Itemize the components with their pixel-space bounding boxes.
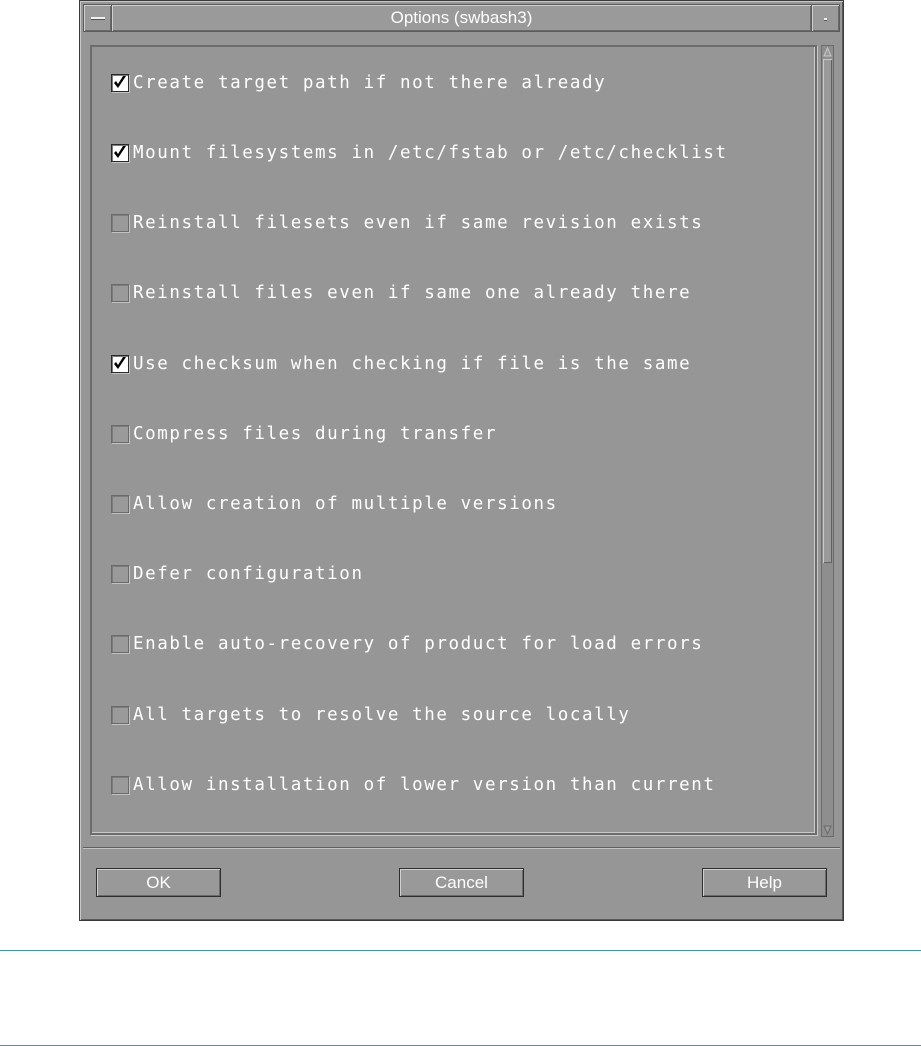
option-row[interactable]	[111, 633, 703, 655]
ok-button[interactable]: OK	[96, 868, 221, 897]
option-label: Allow installation of lower version than current	[133, 775, 716, 795]
window-title: Options (swbash3)	[112, 5, 811, 31]
option-label: Reinstall files even if same one already there	[133, 283, 692, 303]
option-checkbox[interactable]	[111, 565, 129, 583]
option-row[interactable]	[111, 353, 691, 375]
option-checkbox[interactable]	[111, 284, 129, 302]
option-row[interactable]	[111, 704, 631, 726]
option-checkbox[interactable]	[111, 214, 129, 232]
option-checkbox[interactable]	[111, 425, 129, 443]
option-row[interactable]	[111, 493, 558, 515]
option-label: Defer configuration	[133, 564, 364, 584]
option-row[interactable]	[111, 142, 728, 164]
option-row[interactable]	[111, 423, 497, 445]
options-dialog	[79, 0, 844, 921]
option-checkbox[interactable]	[111, 495, 129, 513]
option-label: Use checksum when checking if file is the same	[133, 354, 692, 374]
option-label: Create target path if not there already	[133, 73, 607, 93]
button-separator	[83, 847, 840, 849]
option-label: Mount filesystems in /etc/fstab or /etc/checklist	[133, 143, 728, 163]
scroll-up-arrow-icon[interactable]	[823, 47, 832, 57]
scroll-thumb[interactable]	[823, 59, 832, 563]
option-checkbox[interactable]	[111, 706, 129, 724]
option-row[interactable]	[111, 774, 716, 796]
cancel-button[interactable]: Cancel	[399, 868, 524, 897]
window-menu-icon	[91, 17, 105, 20]
option-label: Reinstall filesets even if same revision exists	[133, 213, 704, 233]
option-label: Compress files during transfer	[133, 424, 498, 444]
scroll-down-arrow-icon[interactable]	[823, 825, 832, 835]
option-label: Enable auto-recovery of product for load errors	[133, 634, 704, 654]
vertical-scrollbar[interactable]	[821, 45, 834, 837]
help-button[interactable]: Help	[702, 868, 827, 897]
minimize-button[interactable]	[811, 5, 839, 31]
option-row[interactable]	[111, 282, 691, 304]
window-menu-button[interactable]	[84, 5, 112, 31]
title-bar[interactable]	[83, 4, 840, 32]
checkmark-icon	[112, 145, 128, 161]
minimize-icon	[824, 18, 827, 21]
option-checkbox-checked[interactable]	[111, 355, 129, 373]
option-row[interactable]	[111, 563, 364, 585]
option-checkbox[interactable]	[111, 776, 129, 794]
page-guide-line-top	[0, 950, 921, 951]
option-row[interactable]	[111, 212, 703, 234]
option-checkbox-checked[interactable]	[111, 144, 129, 162]
option-checkbox-checked[interactable]	[111, 74, 129, 92]
checkmark-icon	[112, 75, 128, 91]
checkmark-icon	[112, 356, 128, 372]
option-checkbox[interactable]	[111, 635, 129, 653]
option-row[interactable]	[111, 72, 606, 94]
option-label: All targets to resolve the source locally	[133, 705, 631, 725]
option-label: Allow creation of multiple versions	[133, 494, 558, 514]
options-list	[90, 45, 817, 835]
